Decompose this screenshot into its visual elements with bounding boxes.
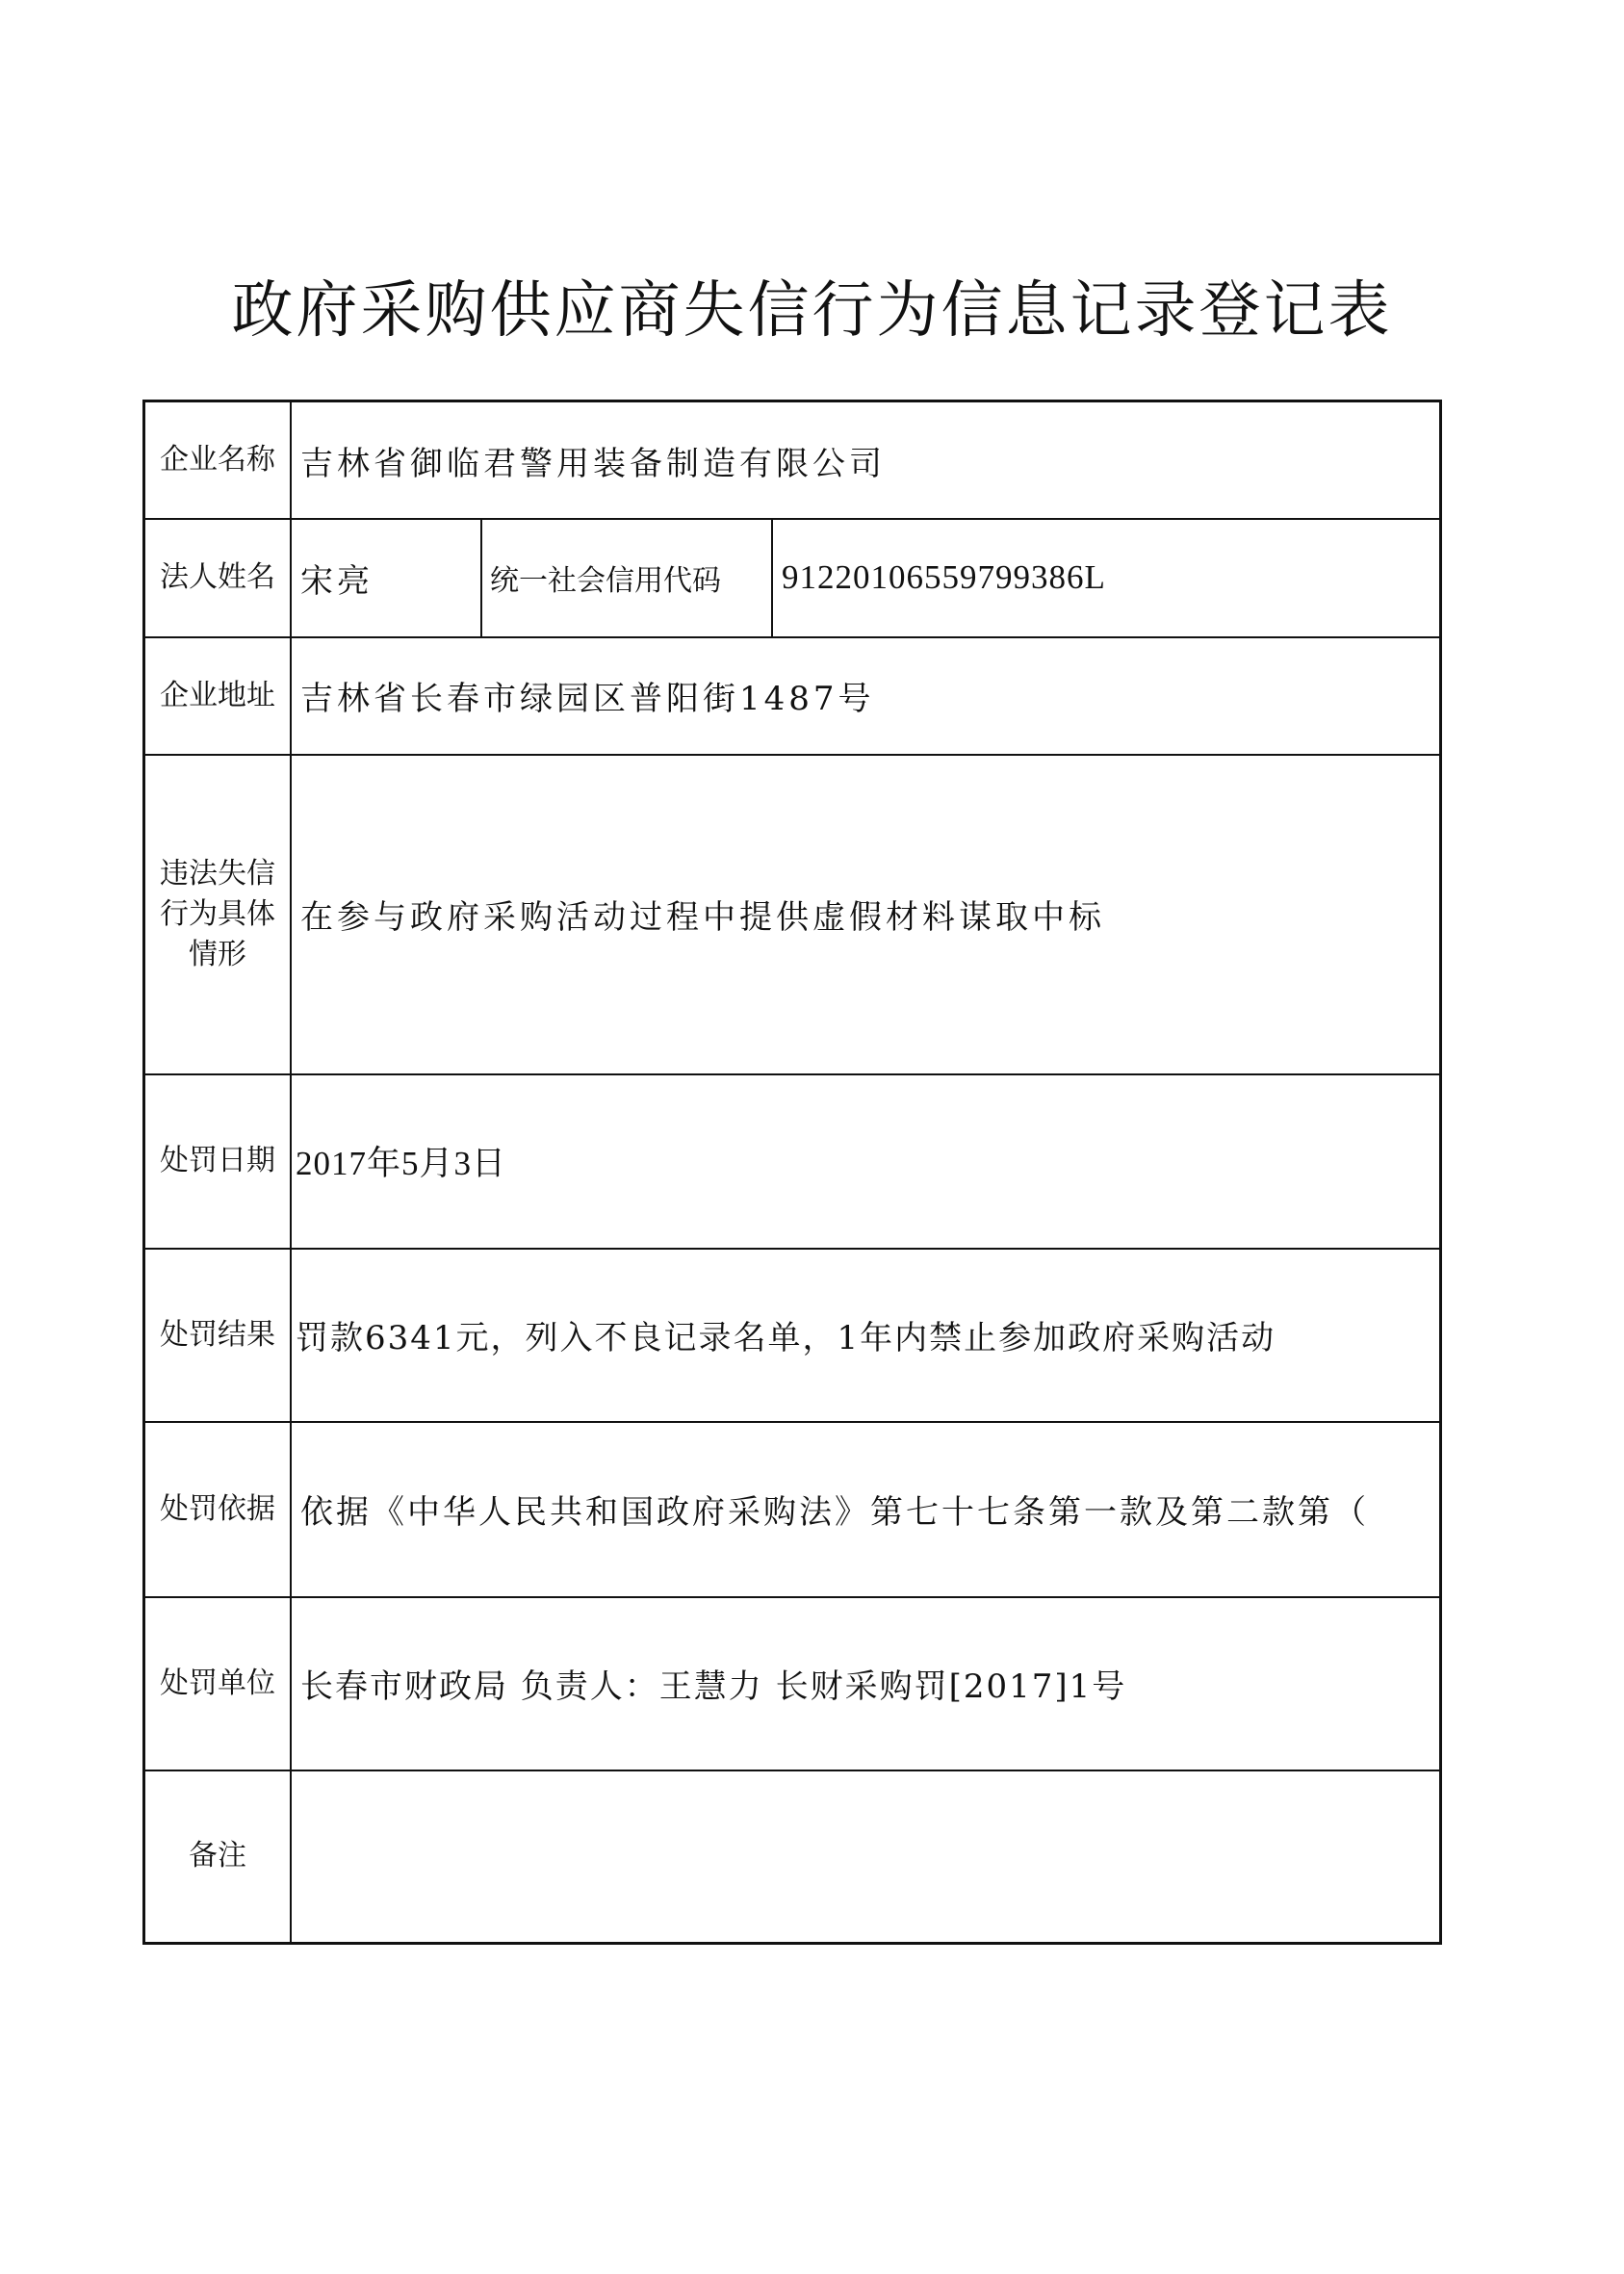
address-value: 吉林省长春市绿园区普阳街1487号 [300,680,875,718]
legal-rep-value: 宋亮 [300,561,374,601]
legal-rep-label: 法人姓名 [160,560,275,594]
remarks-value [292,1770,1437,1942]
document-title: 政府采购供应商失信行为信息记录登记表 [231,275,1393,347]
penalty-date-value: 2017年5月3日 [296,1145,507,1182]
penalty-unit-value: 长春市财政局 负责人：王慧力 长财采购罚[2017]1号 [300,1667,1127,1706]
penalty-result-value: 罚款6341元，列入不良记录名单，1年内禁止参加政府采购活动 [296,1319,1276,1357]
company-name-label: 企业名称 [160,443,275,477]
penalty-unit-label: 处罚单位 [160,1666,275,1700]
remarks-label: 备注 [189,1839,246,1873]
violation-value: 在参与政府采购活动过程中提供虚假材料谋取中标 [300,898,1105,937]
credit-code-label: 统一社会信用代码 [490,564,721,598]
penalty-date-label: 处罚日期 [160,1144,275,1177]
violation-label: 违法失信 行为具体 情形 [160,856,275,971]
company-name-value: 吉林省御临君警用装备制造有限公司 [300,444,886,483]
penalty-result-label: 处罚结果 [160,1317,275,1352]
penalty-basis-value: 依据《中华人民共和国政府采购法》第七十七条第一款及第二款第（ [300,1493,1369,1532]
registration-form [142,400,1442,1945]
address-label: 企业地址 [160,678,275,712]
penalty-basis-label: 处罚依据 [160,1491,275,1526]
credit-code-value: 91220106559799386L [782,558,1106,596]
